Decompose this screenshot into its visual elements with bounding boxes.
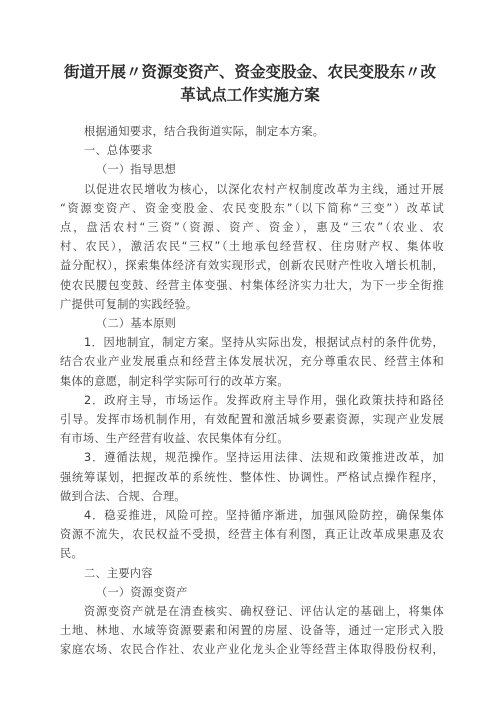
- body-line: （二）基本原则: [96, 317, 177, 330]
- body-line: 根据通知要求，结合我街道实际，制定本方案。: [84, 125, 325, 138]
- body-line: 做到合法、合规、合理。: [60, 489, 186, 503]
- body-line: 1．因地制宜，制定方案。坚持从实际出发，根据试点村的条件优势，: [84, 336, 444, 350]
- body-line: 强统筹谋划，把握改革的系统性、整体性、协调性。严格试点操作程序，: [60, 470, 444, 484]
- body-line: 益分配权），探索集体经济有效实现形式，创新农民财产性收入增长机制，: [60, 259, 444, 273]
- body-line: 4．稳妥推进，风险可控。坚持循序渐进，加强风险防控，确保集体: [84, 509, 444, 522]
- body-line: 集体的意愿，制定科学实际可行的改革方案。: [60, 374, 289, 388]
- body-line: “资源变资产、资金变股金、农民变股东”（以下简称“三变”）改革试: [60, 201, 444, 215]
- body-line: 引导。发挥市场机制作用，有效配置和激活城乡要素资源，实现产业发展: [60, 413, 444, 426]
- body-line: 资源不流失，农民权益不受损，经营主体有利图，真正让改革成果惠及农: [60, 528, 444, 542]
- body-line: 家庭农场、农民合作社、农业产业化龙头企业等经营主体取得股份权利，: [60, 643, 444, 657]
- body-line: 民。: [60, 547, 83, 561]
- body-line: 有市场、生产经营有收益、农民集体有分红。: [60, 432, 289, 446]
- document-title-line-2: 革试点工作实施方案: [180, 86, 320, 104]
- body-line: 资源变资产就是在清查核实、确权登记、评估认定的基础上，将集体: [84, 605, 444, 618]
- body-line: 村、农民），激活农民“三权”（土地承包经营权、住房财产权、集体收: [60, 240, 444, 254]
- body-line: 广提供可复制的实践经验。: [60, 297, 198, 311]
- body-line: 使农民腰包变鼓、经营主体变强、村集体经济实力壮大，为下一步全街推: [60, 278, 444, 292]
- body-line: 点，盘活农村“三资”（资源、资产、资金），惠及“三农”（农业、农: [60, 221, 444, 234]
- body-line: 以促进农民增收为核心，以深化农村产权制度改革为主线，通过开展: [84, 182, 444, 196]
- body-line: 2．政府主导，市场运作。发挥政府主导作用，强化政策扶持和路径: [84, 393, 444, 407]
- body-line: 一、总体要求: [84, 144, 153, 158]
- body-line: 土地、林地、水域等资源要素和闲置的房屋、设备等，通过一定形式入股: [60, 624, 444, 638]
- body-line: 结合农业产业发展重点和经营主体发展状况，充分尊重农民、经营主体和: [60, 355, 444, 369]
- body-line: （一）指导思想: [96, 163, 177, 177]
- body-line: 3．遵循法规，规范操作。坚持运用法律、法规和政策推进改革，加: [84, 451, 444, 465]
- body-line: （一）资源变资产: [96, 585, 188, 599]
- document-title-line-1: 街道开展〃资源变资产、资金变股金、农民变股东〃改: [63, 63, 436, 81]
- body-line: 二、主要内容: [84, 566, 153, 580]
